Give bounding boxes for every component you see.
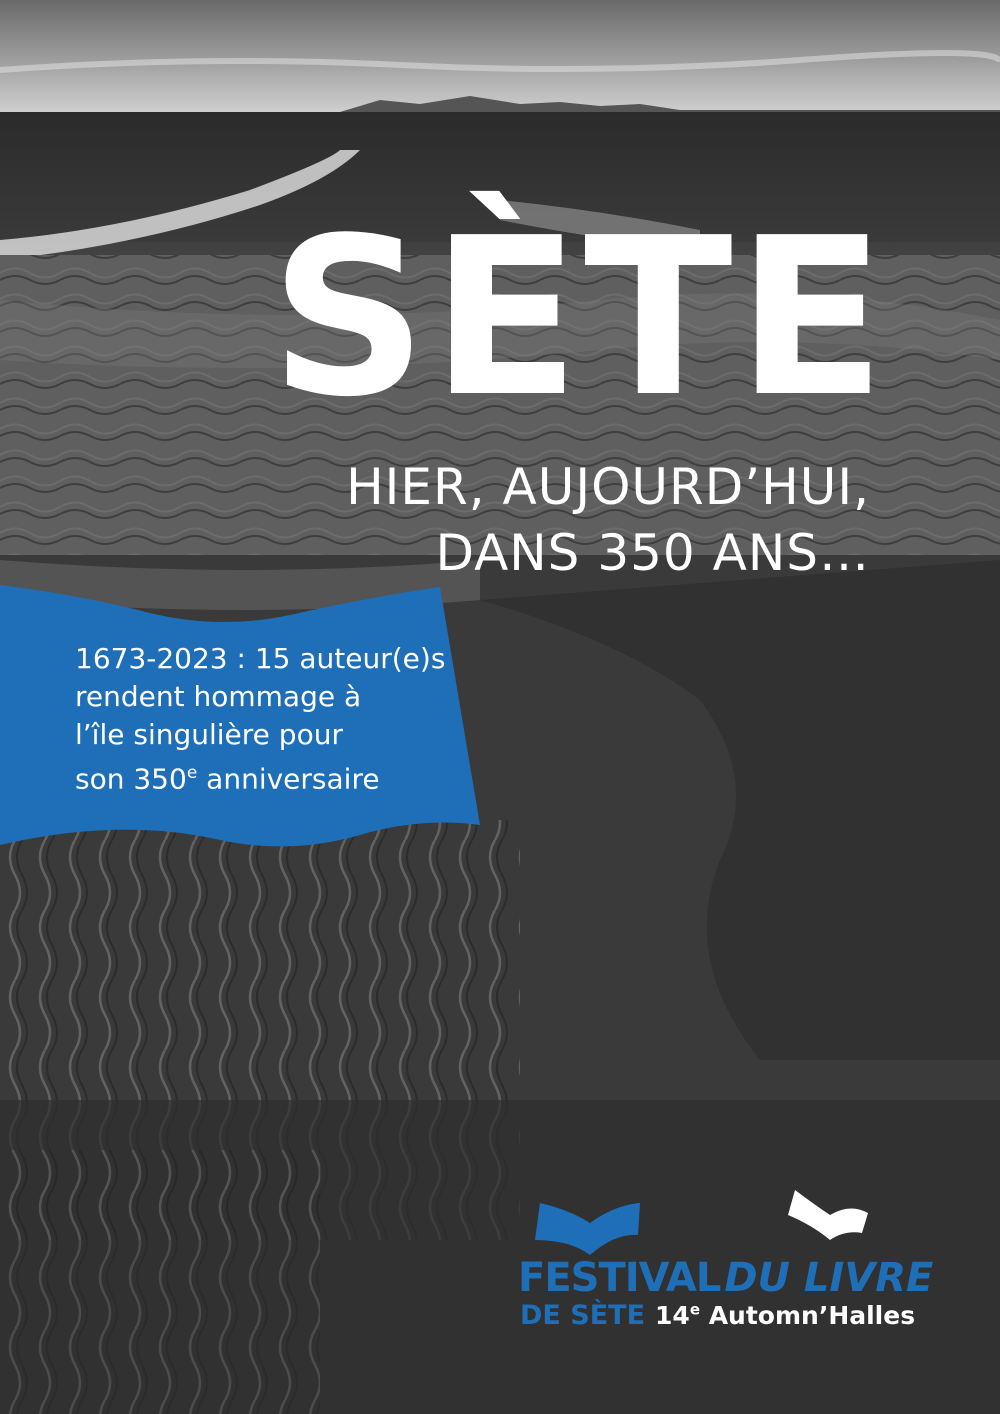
banner-line-2: rendent hommage à [75, 680, 362, 713]
banner-line-4-after: anniversaire [197, 762, 380, 796]
logo-du-livre: DU LIVRE [724, 1255, 934, 1301]
logo-de-sete: DE SÈTE [520, 1300, 646, 1331]
festival-logo-line-1 [518, 1255, 934, 1301]
banner-line-4-sup: e [186, 763, 198, 783]
subtitle-line-1: HIER, AUJOURD’HUI, [346, 458, 870, 516]
banner-line-4-before: son 350 [75, 762, 187, 796]
logo-edition-number: 14 [655, 1301, 690, 1330]
banner-line-3: l’île singulière pour [75, 718, 343, 751]
banner-line-4 [75, 754, 475, 798]
logo-edition-sup: e [689, 1300, 700, 1319]
festival-logo-line-2 [520, 1302, 915, 1329]
banner-line-1: 1673-2023 : 15 auteur(e)s [75, 642, 446, 675]
logo-edition [655, 1301, 915, 1330]
banner-text [75, 640, 475, 798]
logo-festival: FESTIVAL [518, 1255, 721, 1301]
main-title: SÈTE [270, 192, 890, 445]
subtitle-line-2: DANS 350 ANS… [435, 524, 870, 582]
open-book-bird-icon [530, 1185, 870, 1265]
logo-edition-name: Automn’Halles [700, 1301, 916, 1330]
